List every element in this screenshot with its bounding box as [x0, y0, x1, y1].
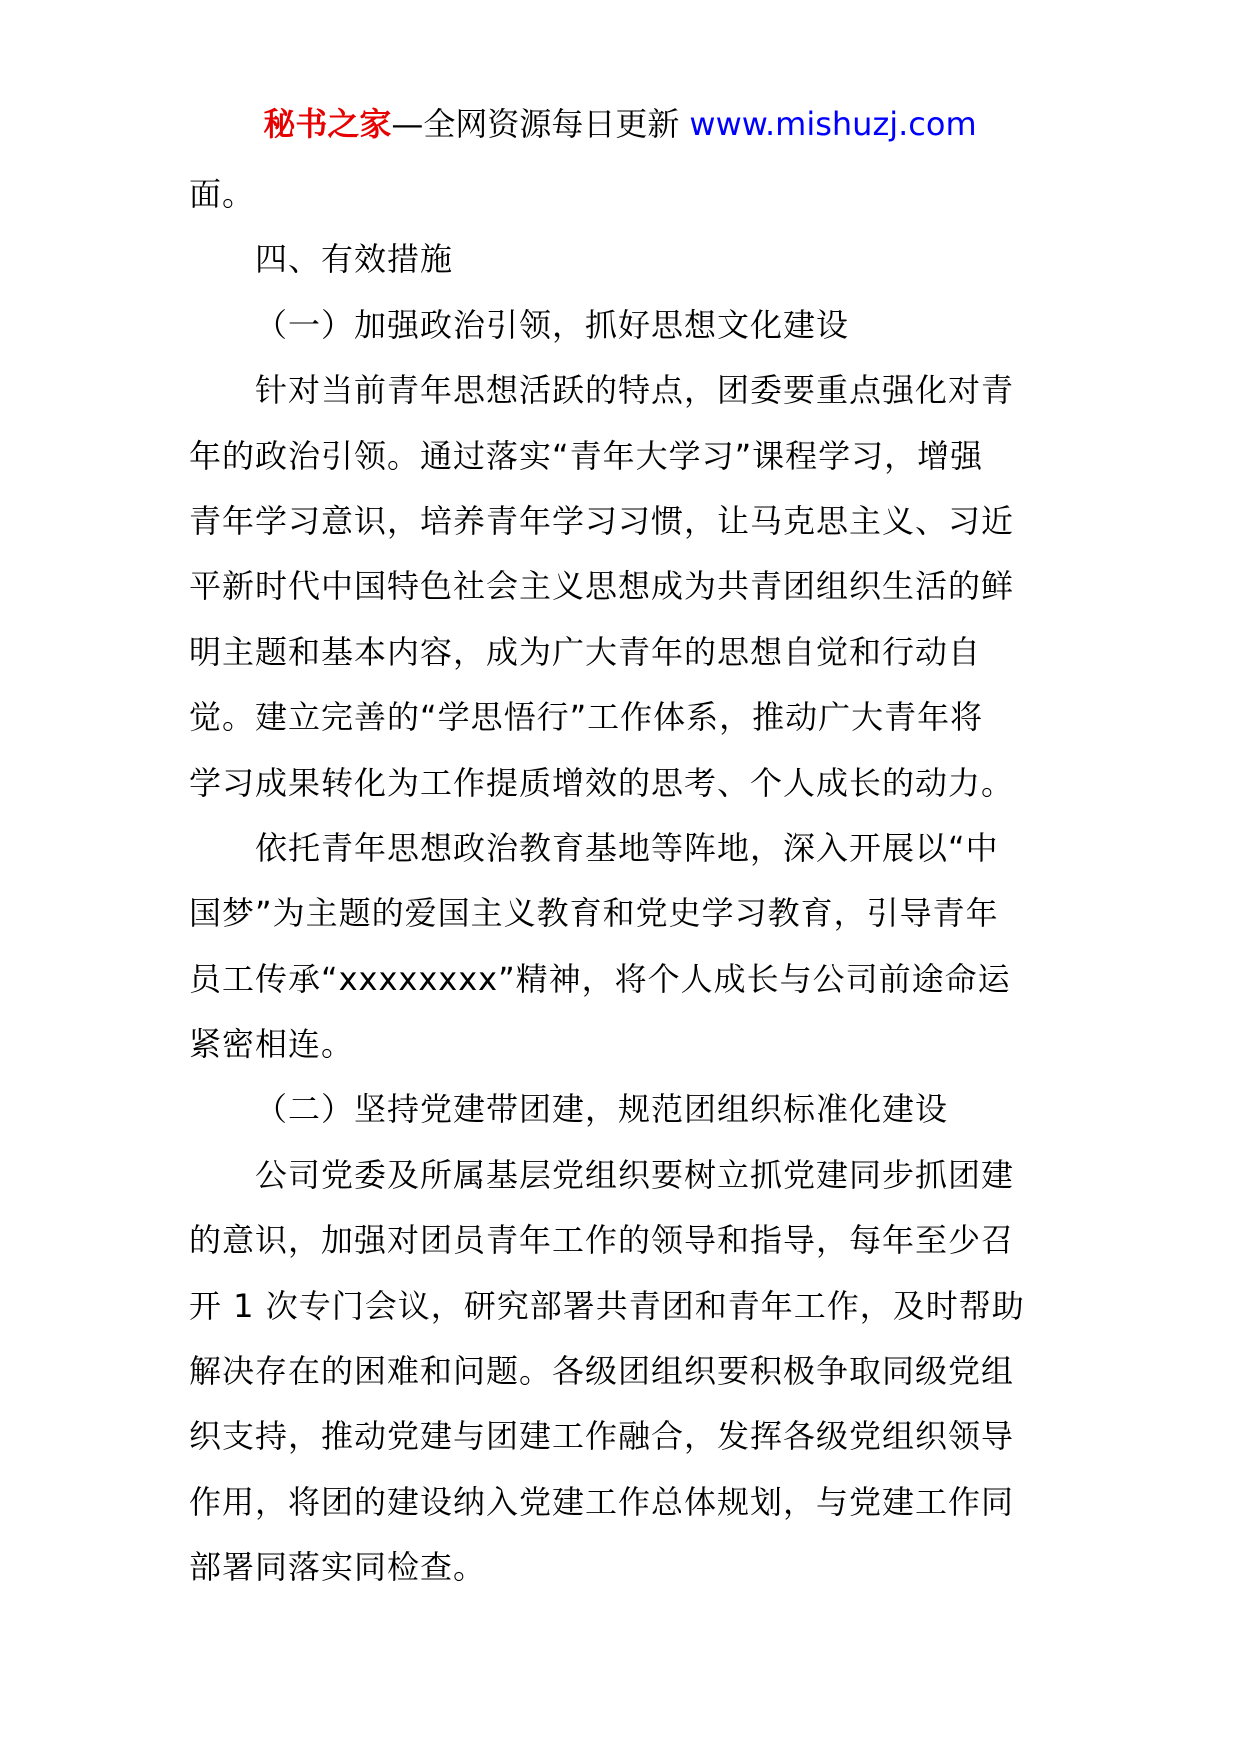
paragraph-line: 学习成果转化为工作提质增效的思考、个人成长的动力。 — [189, 763, 1015, 802]
paragraph-line: 作用，将团的建设纳入党建工作总体规划，与党建工作同 — [189, 1482, 1015, 1521]
paragraph-line: 国梦”为主题的爱国主义教育和党史学习教育，引导青年 — [189, 894, 999, 933]
paragraph-line: 针对当前青年思想活跃的特点，团委要重点强化对青 — [255, 371, 1015, 410]
paragraph-line: 解决存在的困难和问题。各级团组织要积极争取同级党组 — [189, 1352, 1015, 1391]
section-heading: 四、有效措施 — [255, 240, 454, 279]
paragraph-line: 的意识，加强对团员青年工作的领导和指导，每年至少召 — [189, 1221, 1015, 1260]
subsection-heading: （二）坚持党建带团建，规范团组织标准化建设 — [255, 1090, 949, 1129]
paragraph-line: 青年学习意识，培养青年学习习惯，让马克思主义、习近 — [189, 501, 1015, 540]
paragraph-line: 明主题和基本内容，成为广大青年的思想自觉和行动自 — [189, 632, 982, 671]
paragraph-line: 依托青年思想政治教育基地等阵地，深入开展以“中 — [255, 828, 999, 867]
paragraph-line: 年的政治引领。通过落实“青年大学习”课程学习，增强 — [189, 436, 984, 475]
paragraph-line: 部署同落实同检查。 — [189, 1548, 487, 1587]
subsection-heading: （一）加强政治引领，抓好思想文化建设 — [255, 305, 850, 344]
paragraph-line: 平新时代中国特色社会主义思想成为共青团组织生活的鲜 — [189, 567, 1015, 606]
page-header — [0, 98, 1240, 150]
paragraph-line: 觉。建立完善的“学思悟行”工作体系，推动广大青年将 — [189, 698, 984, 737]
paragraph-line: 紧密相连。 — [189, 1025, 355, 1064]
paragraph-line: 员工传承“xxxxxxxx”精神，将个人成长与公司前途命运 — [189, 959, 1011, 998]
paragraph-line: 织支持，推动党建与团建工作融合，发挥各级党组织领导 — [189, 1417, 1015, 1456]
brand-name: 秘书之家 — [263, 105, 392, 143]
document-body — [189, 162, 1061, 1601]
paragraph-line: 公司党委及所属基层党组织要树立抓党建同步抓团建 — [255, 1155, 1015, 1194]
text-line: 面。 — [189, 175, 256, 213]
paragraph-line: 开 1 次专门会议，研究部署共青团和青年工作，及时帮助 — [189, 1286, 1025, 1325]
header-slogan: —全网资源每日更新 — [391, 105, 680, 143]
website-link[interactable]: www.mishuzj.com — [689, 105, 977, 143]
